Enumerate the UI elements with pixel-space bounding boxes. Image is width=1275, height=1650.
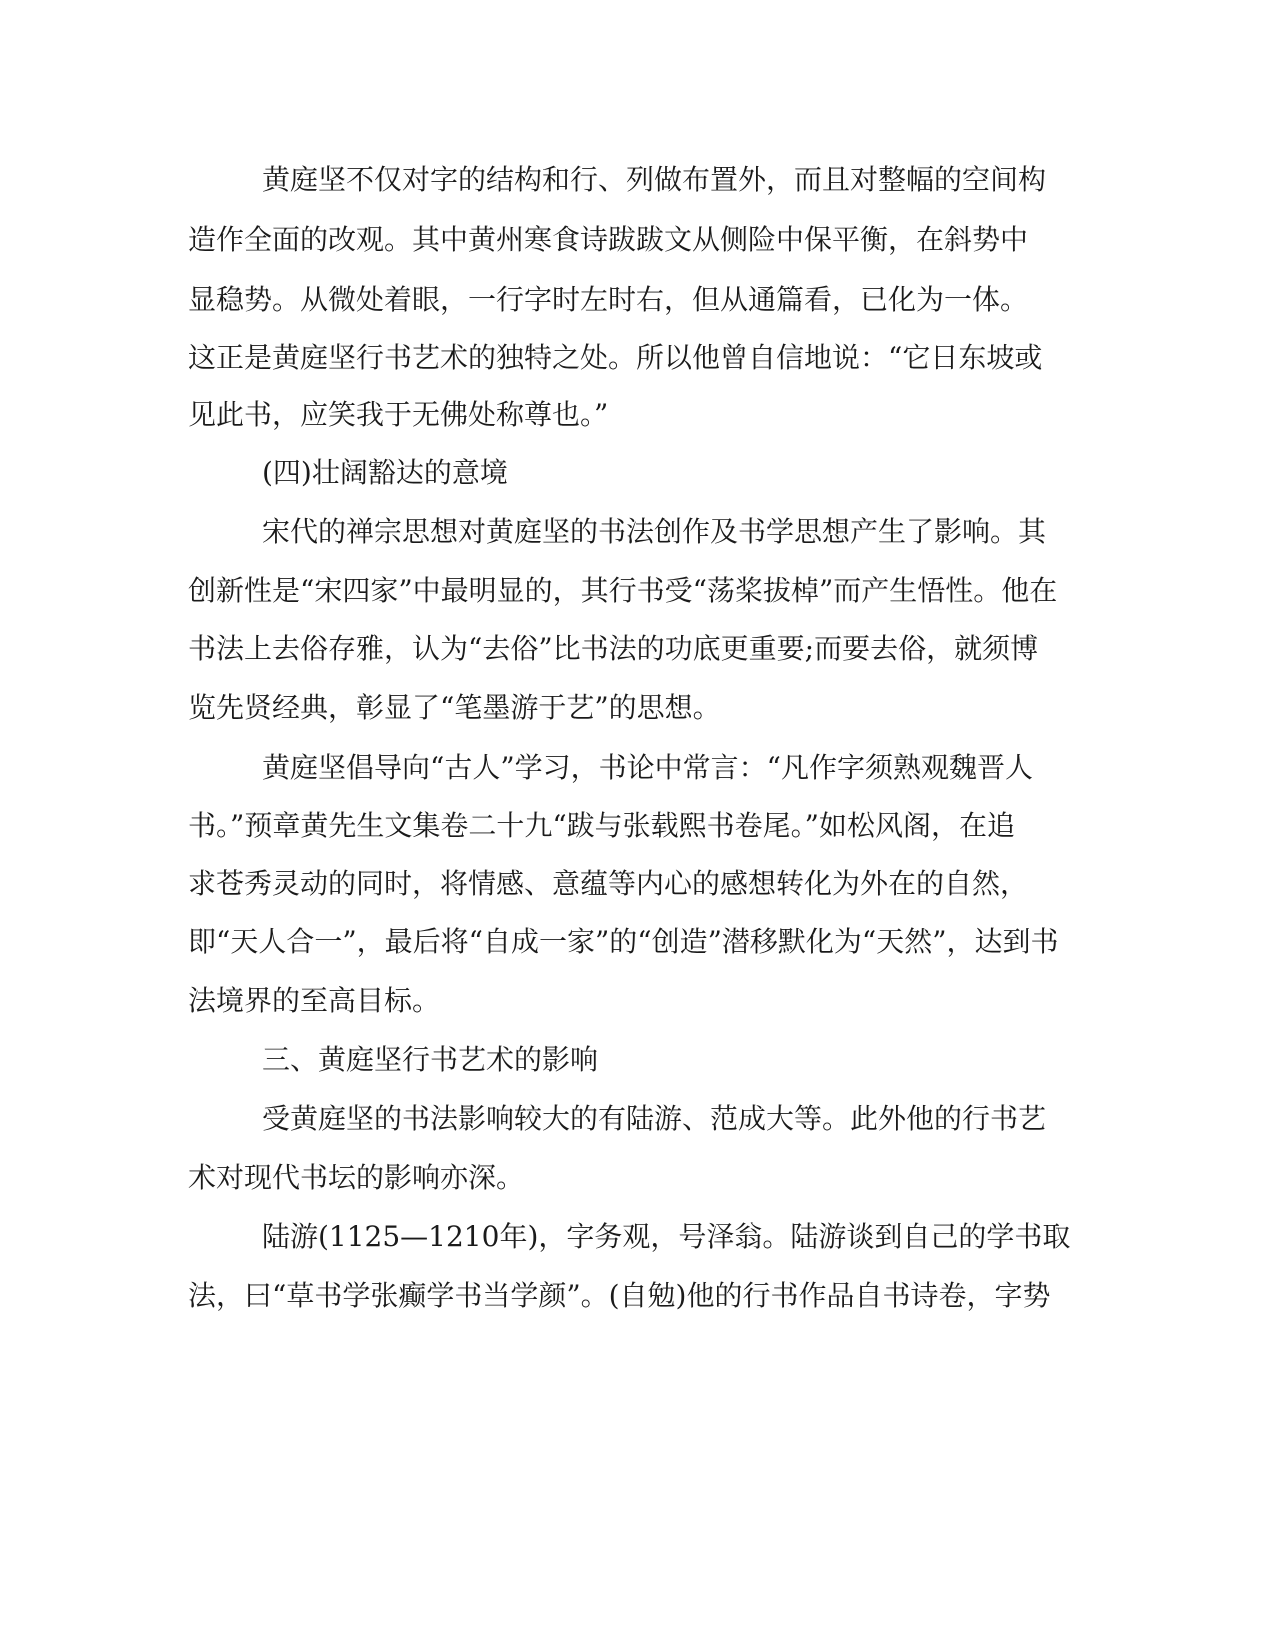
paragraph-line: 见此书，应笑我于无佛处称尊也。” xyxy=(188,398,609,431)
paragraph-line: 览先贤经典，彰显了“笔墨游于艺”的思想。 xyxy=(188,691,721,724)
paragraph-line: 造作全面的改观。其中黄州寒食诗跋跋文从侧险中保平衡，在斜势中 xyxy=(188,223,1029,256)
paragraph-line: 创新性是“宋四家”中最明显的，其行书受“荡桨拔棹”而产生悟性。他在 xyxy=(188,574,1058,607)
paragraph-line: 即“天人合一”，最后将“自成一家”的“创造”潜移默化为“天然”，达到书 xyxy=(188,925,1059,958)
section-heading: (四)壮阔豁达的意境 xyxy=(262,456,508,489)
paragraph-line: 陆游(1125—1210年)，字务观，号泽翁。陆游谈到自己的学书取 xyxy=(262,1220,1071,1253)
paragraph-line: 受黄庭坚的书法影响较大的有陆游、范成大等。此外他的行书艺 xyxy=(262,1102,1047,1135)
paragraph-line: 法境界的至高目标。 xyxy=(188,984,441,1017)
paragraph-line: 黄庭坚倡导向“古人”学习，书论中常言：“凡作字须熟观魏晋人 xyxy=(262,751,1033,784)
paragraph-line: 术对现代书坛的影响亦深。 xyxy=(188,1161,525,1194)
section-heading: 三、黄庭坚行书艺术的影响 xyxy=(262,1043,599,1076)
paragraph-line: 这正是黄庭坚行书艺术的独特之处。所以他曾自信地说：“它日东坡或 xyxy=(188,341,1043,374)
paragraph-line: 书法上去俗存雅，认为“去俗”比书法的功底更重要;而要去俗，就须博 xyxy=(188,632,1039,665)
paragraph-line: 书。”预章黄先生文集卷二十九“跋与张载熙书卷尾。”如松风阁，在追 xyxy=(188,809,1015,842)
paragraph-line: 显稳势。从微处着眼，一行字时左时右，但从通篇看，已化为一体。 xyxy=(188,283,1029,316)
paragraph-line: 黄庭坚不仅对字的结构和行、列做布置外，而且对整幅的空间构 xyxy=(262,163,1047,196)
paragraph-line: 宋代的禅宗思想对黄庭坚的书法创作及书学思想产生了影响。其 xyxy=(262,515,1047,548)
paragraph-line: 求苍秀灵动的同时，将情感、意蕴等内心的感想转化为外在的自然， xyxy=(188,867,1029,900)
paragraph-line: 法，曰“草书学张癫学书当学颜”。(自勉)他的行书作品自书诗卷，字势 xyxy=(188,1279,1051,1312)
